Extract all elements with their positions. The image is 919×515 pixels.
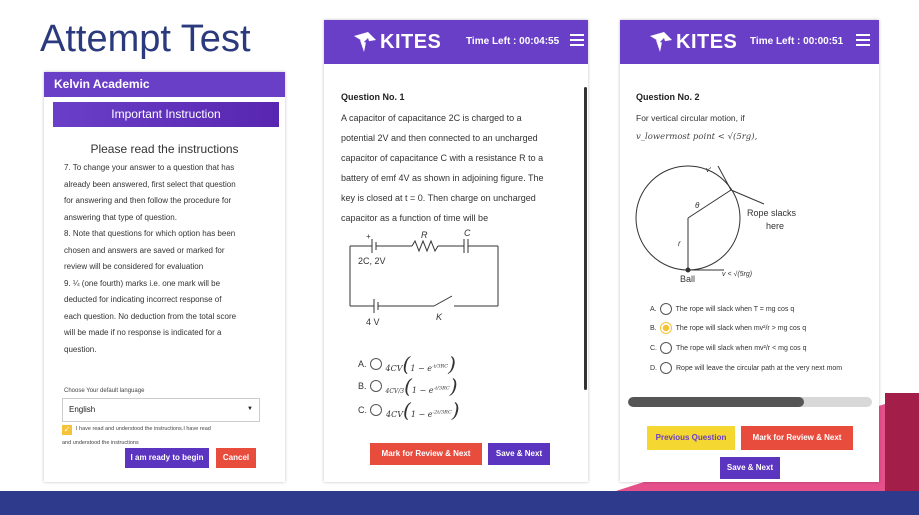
- caret-down-icon: ▼: [247, 406, 253, 412]
- question-line: A capacitor of capacitance 2C is charged to a: [341, 113, 522, 123]
- app-header: [620, 20, 879, 64]
- option-formula: $4CV/3(1 - e^{-t/3RC})$: [385, 374, 458, 398]
- agree-checkbox-label: I have read and understood the instructions.I have read: [76, 426, 211, 432]
- option-text: The rope will slack when T = mg cos q: [675, 305, 795, 313]
- instruction-line: 8. Note that questions for which option has been: [64, 229, 236, 238]
- question-line: capacitor as a function of time will be: [341, 213, 489, 223]
- instruction-line: 9. ¼ (one fourth) marks i.e. one mark will be: [64, 278, 221, 288]
- mark-for-review-button[interactable]: Mark for Review & Next: [370, 443, 482, 465]
- option-text: The rope will slack when mv²/r < mg cos q: [676, 344, 807, 352]
- radio-button[interactable]: [370, 358, 382, 370]
- previous-question-button[interactable]: Previous Question: [647, 426, 735, 450]
- question-text: [341, 108, 581, 228]
- instruction-line: each question. No deduction from the total score: [64, 311, 237, 321]
- option-letter: A.: [650, 305, 657, 313]
- option-text: The rope will slack when mv²/r > mg cos q: [675, 324, 807, 332]
- question-line: capacitor of capacitance C with a resistance R to a: [341, 153, 544, 163]
- figure-label-here: here: [766, 221, 785, 231]
- option-a[interactable]: [358, 352, 456, 376]
- option-formula: $4CV(1 - e^{-t/3RC})$: [385, 352, 456, 376]
- slide-title: Attempt Test: [40, 18, 251, 60]
- radio-button[interactable]: [370, 404, 382, 416]
- circuit-label-2c: 2C, 2V: [358, 256, 386, 266]
- progress-bar: [628, 397, 872, 407]
- instructions-heading: Please read the instructions: [90, 142, 239, 156]
- ready-to-begin-button[interactable]: I am ready to begin: [125, 448, 209, 468]
- instruction-line: answering that type of question.: [64, 212, 177, 222]
- circuit-label-k: K: [436, 312, 443, 322]
- figure-label-ball: Ball: [680, 274, 696, 282]
- question-line: potential 2V and then connected to an uncharged: [341, 133, 538, 143]
- radio-button[interactable]: [370, 380, 382, 392]
- option-letter: C.: [358, 405, 367, 415]
- option-letter: C.: [650, 344, 657, 352]
- brand-name: KITES: [380, 31, 442, 53]
- option-formula: $4CV(1 - e^{-2t/3RC})$: [386, 398, 460, 422]
- hamburger-menu-icon[interactable]: [856, 34, 870, 46]
- figure-label-v: v': [706, 167, 711, 174]
- app-header: [324, 20, 588, 64]
- question-number: Question No. 2: [636, 92, 700, 102]
- decorative-maroon-shape: [885, 393, 919, 491]
- time-left: Time Left : 00:00:51: [750, 36, 844, 47]
- question-text: For vertical circular motion, if: [636, 113, 745, 123]
- option-a[interactable]: [650, 303, 794, 315]
- instruction-line: 7. To change your answer to a question that has: [64, 163, 235, 172]
- circuit-diagram: [344, 226, 504, 338]
- scrollbar[interactable]: [584, 87, 587, 390]
- instructions-text: [64, 160, 274, 358]
- option-letter: B.: [650, 324, 657, 332]
- figure-label-r: r: [678, 239, 681, 248]
- instruction-line: question.: [64, 344, 97, 354]
- important-instruction-banner: Important Instruction: [53, 102, 279, 127]
- radio-button[interactable]: [660, 362, 672, 374]
- option-c[interactable]: [650, 342, 807, 354]
- instruction-line: deducted for indicating incorrect response of: [64, 295, 222, 304]
- instructions-panel: [44, 72, 285, 482]
- kite-logo-icon: [648, 30, 674, 54]
- instruction-line: already been answered, first select that question: [64, 179, 236, 189]
- time-left: Time Left : 00:04:55: [466, 36, 560, 47]
- agree-checkbox-label-cont: and understood the instructions: [62, 440, 139, 446]
- question-number: Question No. 1: [341, 92, 405, 102]
- test-screen-question-1: [324, 20, 588, 482]
- option-letter: D.: [650, 364, 657, 372]
- instruction-line: will be made if no response is indicated for a: [64, 328, 222, 337]
- question-line: battery of emf 4V as shown in adjoining figure. The: [341, 173, 544, 183]
- question-condition: v_lowermost point < √(5rg),: [636, 132, 758, 142]
- language-select[interactable]: [62, 398, 260, 422]
- brand-name: KITES: [676, 31, 738, 53]
- language-label: Choose Your default language: [64, 388, 145, 394]
- option-text: Rope will leave the circular path at the very next mom: [676, 364, 843, 372]
- option-d[interactable]: [650, 362, 878, 374]
- option-b[interactable]: [358, 374, 458, 398]
- radio-button-selected[interactable]: [660, 322, 672, 334]
- circular-motion-diagram: [634, 148, 814, 282]
- option-letter: A.: [358, 359, 367, 369]
- language-select-value: English: [69, 405, 96, 414]
- figure-label-v2: v < √(5rg): [722, 271, 753, 278]
- hamburger-menu-icon[interactable]: [570, 34, 584, 46]
- circuit-label-r: R: [421, 230, 428, 240]
- option-b[interactable]: [650, 322, 806, 334]
- test-screen-question-2: [620, 20, 879, 482]
- circuit-label-4v: 4 V: [366, 317, 380, 327]
- cancel-button[interactable]: Cancel: [216, 448, 256, 468]
- figure-label-rope: Rope slacks: [747, 208, 797, 218]
- progress-bar-fill: [628, 397, 804, 407]
- instruction-line: review will be considered for evaluation: [64, 262, 204, 271]
- circuit-label-c: C: [464, 228, 471, 238]
- bottom-band: [0, 491, 919, 515]
- figure-label-theta: θ: [695, 201, 700, 210]
- instruction-line: chosen and answers are saved or marked for: [64, 245, 225, 255]
- org-name: Kelvin Academic: [44, 72, 285, 97]
- option-c[interactable]: [358, 398, 460, 422]
- kite-logo-icon: [352, 30, 378, 54]
- agree-checkbox[interactable]: ✓: [63, 425, 71, 434]
- radio-button[interactable]: [660, 342, 672, 354]
- svg-text:+: +: [366, 232, 371, 241]
- radio-button[interactable]: [660, 303, 672, 315]
- instruction-line: for answering and then follow the procedure for: [64, 196, 232, 205]
- mark-for-review-button[interactable]: Mark for Review & Next: [741, 426, 853, 450]
- save-and-next-button[interactable]: Save & Next: [720, 457, 780, 479]
- option-letter: B.: [358, 381, 367, 391]
- question-line: key is closed at t = 0. Then charge on uncharged: [341, 193, 536, 203]
- save-and-next-button[interactable]: Save & Next: [488, 443, 550, 465]
